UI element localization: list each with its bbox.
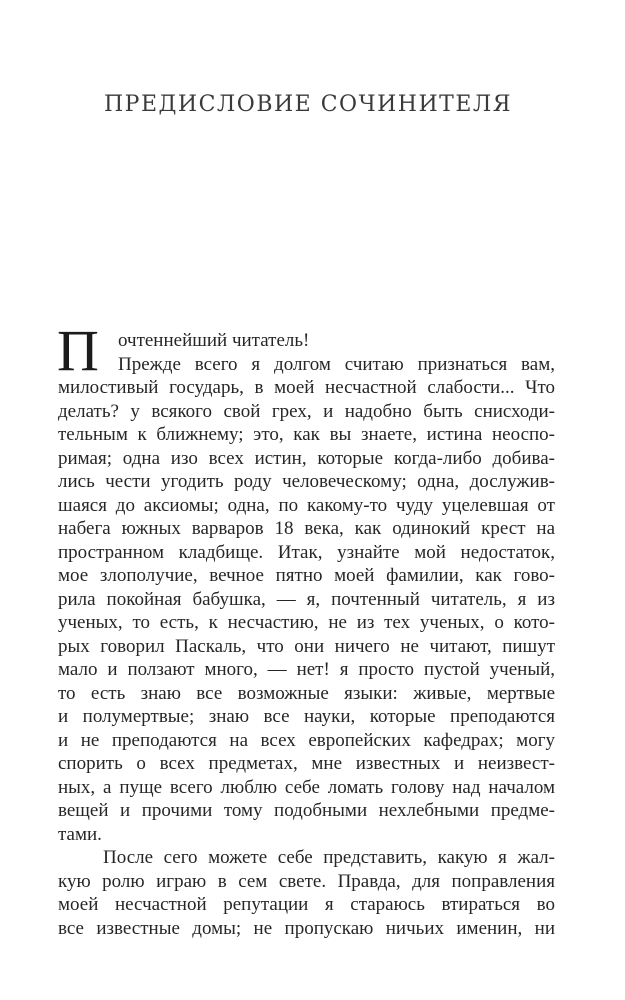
text-line: тами. xyxy=(58,823,102,845)
text-line: лись чести угодить роду человеческому; одна, дослужив- xyxy=(58,471,555,492)
paragraph-1 xyxy=(57,318,555,846)
text-line: шаяся до аксиомы; одна, по какому-то чуду уцелевшая от xyxy=(58,494,555,516)
text-line: пространном кладбище. Итак, узнайте мой недостаток, xyxy=(58,541,555,563)
text-line: ученых, то есть, к несчастию, не из тех ученых, о кото- xyxy=(58,612,555,633)
text-line: мое злополучие, вечное пятно моей фамилии, как гово- xyxy=(58,565,555,586)
text-line: римая; одна изо всех истин, которые когда-либо добива- xyxy=(58,447,555,469)
text-line: После сего можете себе представить, какую я жал- xyxy=(103,847,555,868)
text-line: вещей и прочими тому подобными нехлебными предме- xyxy=(58,800,555,821)
text-line: и не преподаются на всех европейских кафедрах; могу xyxy=(58,729,555,751)
text-line: очтеннейший читатель! xyxy=(118,330,310,351)
text-block xyxy=(57,318,555,940)
text-line: Прежде всего я долгом считаю признаться вам, xyxy=(118,353,555,375)
text-line: тельным к ближнему; это, как вы знаете, истина неоспо- xyxy=(58,424,555,445)
text-line: ных, а пуще всего люблю себе ломать голову над началом xyxy=(58,776,555,798)
chapter-title: ПРЕДИСЛОВИЕ СОЧИНИТЕЛЯ xyxy=(103,92,513,117)
drop-cap: П xyxy=(57,318,99,383)
text-line: делать? у всякого свой грех, и надобно быть снисходи- xyxy=(58,400,555,422)
text-line: рила покойная бабушка, — я, почтенный читатель, я из xyxy=(58,588,555,610)
text-line: мало и ползают много, — нет! я просто пустой ученый, xyxy=(58,659,555,680)
text-line: моей несчастной репутации я стараюсь втираться во xyxy=(58,894,555,915)
text-line: набега южных варваров 18 века, как одинокий крест на xyxy=(58,518,555,539)
text-line: то есть знаю все возможные языки: живые, мертвые xyxy=(58,682,555,704)
text-line: все известные домы; не пропускаю ничьих именин, ни xyxy=(58,917,555,939)
text-line: кую ролю играю в сем свете. Правда, для поправления xyxy=(58,870,555,892)
paragraph-2 xyxy=(58,846,555,940)
text-line: спорить о всех предметах, мне известных и неизвест- xyxy=(58,753,555,774)
text-line: и полумертвые; знаю все науки, которые преподаются xyxy=(58,706,555,727)
text-line: рых говорил Паскаль, что они ничего не читают, пишут xyxy=(58,635,555,657)
text-line: милостивый государь, в моей несчастной слабости... Что xyxy=(58,377,555,398)
